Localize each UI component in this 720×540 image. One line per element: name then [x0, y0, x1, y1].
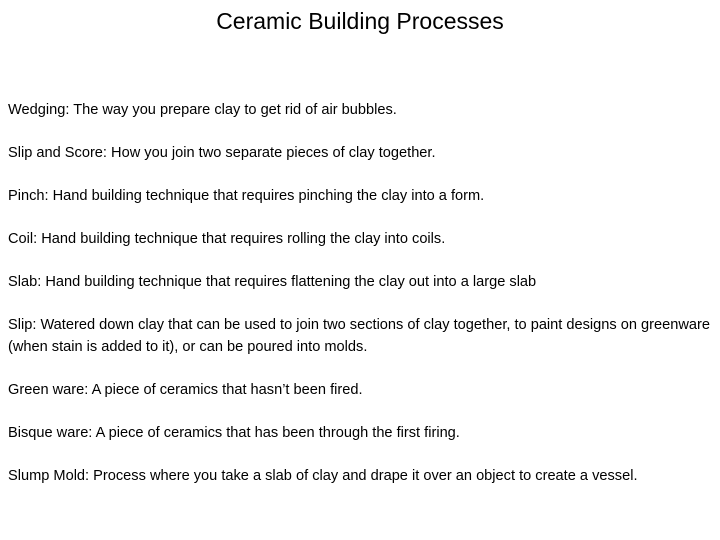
term-name: Slip: — [8, 317, 37, 333]
term-wedging — [8, 100, 714, 122]
term-definition: Hand building technique that requires pinching the clay into a form. — [52, 188, 485, 204]
term-name: Slip and Score: — [8, 145, 107, 161]
term-name: Slump Mold: — [8, 467, 90, 484]
term-bisque-ware — [8, 423, 714, 445]
term-slip — [8, 315, 714, 358]
term-definition: How you join two separate pieces of clay together. — [111, 145, 436, 161]
term-definition: A piece of ceramics that hasn’t been fired. — [91, 381, 363, 398]
term-definition: Hand building technique that requires rolling the clay into coils. — [41, 231, 446, 247]
term-definition: The way you prepare clay to get rid of air bubbles. — [73, 102, 397, 118]
term-definition: A piece of ceramics that has been through the first firing. — [95, 424, 460, 441]
term-coil — [8, 229, 714, 251]
term-name: Wedging: — [8, 102, 70, 118]
term-name: Slab: — [8, 274, 42, 290]
term-slab — [8, 272, 714, 294]
term-slump-mold — [8, 466, 714, 488]
term-definition: Hand building technique that requires flattening the clay out into a large slab — [45, 274, 537, 290]
term-name: Green ware: — [8, 381, 89, 398]
term-definition: Watered down clay that can be used to join two sections of clay together, to paint designs on greenware (when stain is added to it), or can be poured into molds. — [8, 317, 715, 355]
slide-title: Ceramic Building Processes — [216, 8, 504, 34]
term-name: Pinch: — [8, 188, 49, 204]
term-definition: Process where you take a slab of clay and drape it over an object to create a vessel. — [93, 467, 638, 484]
term-name: Coil: — [8, 231, 38, 247]
term-name: Bisque ware: — [8, 424, 93, 441]
term-pinch — [8, 186, 714, 208]
term-slip-and-score — [8, 143, 714, 165]
term-green-ware — [8, 380, 714, 402]
term-list — [8, 100, 714, 509]
